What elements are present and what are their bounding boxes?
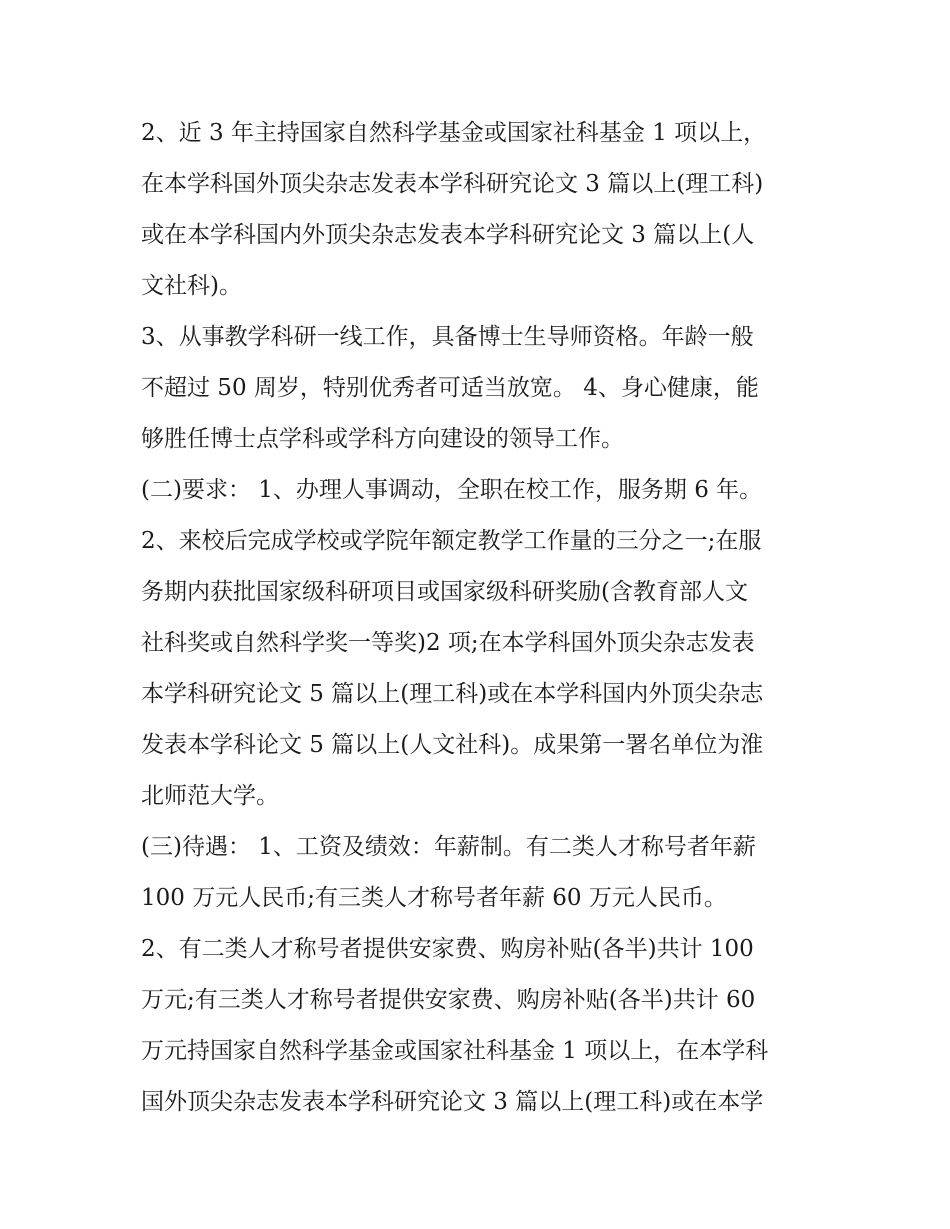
document-body	[141, 108, 821, 1128]
text-line: 100 万元人民币;有三类人才称号者年薪 60 万元人民币。	[141, 885, 727, 911]
text-line: 本学科研究论文 5 篇以上(理工科)或在本学科国内外顶尖杂志	[141, 681, 764, 707]
text-line: 够胜任博士点学科或学科方向建设的领导工作。	[141, 426, 624, 452]
text-line: 发表本学科论文 5 篇以上(人文社科)。成果第一署名单位为淮	[141, 732, 764, 758]
text-line: 万元持国家自然科学基金或国家社科基金 1 项以上，在本学科	[141, 1038, 769, 1064]
text-line: 3、从事教学科研一线工作，具备博士生导师资格。年龄一般	[141, 324, 754, 350]
text-line: 国外顶尖杂志发表本学科研究论文 3 篇以上(理工科)或在本学	[141, 1089, 764, 1115]
text-line: 万元;有三类人才称号者提供安家费、购房补贴(各半)共计 60	[141, 987, 756, 1013]
text-line: 务期内获批国家级科研项目或国家级科研奖励(含教育部人文	[141, 579, 748, 605]
text-line: 或在本学科国内外顶尖杂志发表本学科研究论文 3 篇以上(人	[141, 222, 755, 248]
text-line: 2、近 3 年主持国家自然科学基金或国家社科基金 1 项以上，	[141, 120, 767, 146]
text-line: 2、有二类人才称号者提供安家费、购房补贴(各半)共计 100	[141, 936, 754, 962]
text-line: 2、来校后完成学校或学院年额定教学工作量的三分之一;在服	[141, 528, 762, 554]
text-line: (二)要求： 1、办理人事调动，全职在校工作，服务期 6 年。	[141, 477, 763, 503]
text-line: 北师范大学。	[141, 783, 279, 809]
text-line: 不超过 50 周岁，特别优秀者可适当放宽。 4、身心健康，能	[141, 375, 759, 401]
text-line: (三)待遇： 1、工资及绩效：年薪制。有二类人才称号者年薪	[141, 834, 756, 860]
text-line: 在本学科国外顶尖杂志发表本学科研究论文 3 篇以上(理工科)	[141, 171, 764, 197]
text-line: 文社科)。	[141, 273, 242, 299]
text-line: 社科奖或自然科学奖一等奖)2 项;在本学科国外顶尖杂志发表	[141, 630, 755, 656]
